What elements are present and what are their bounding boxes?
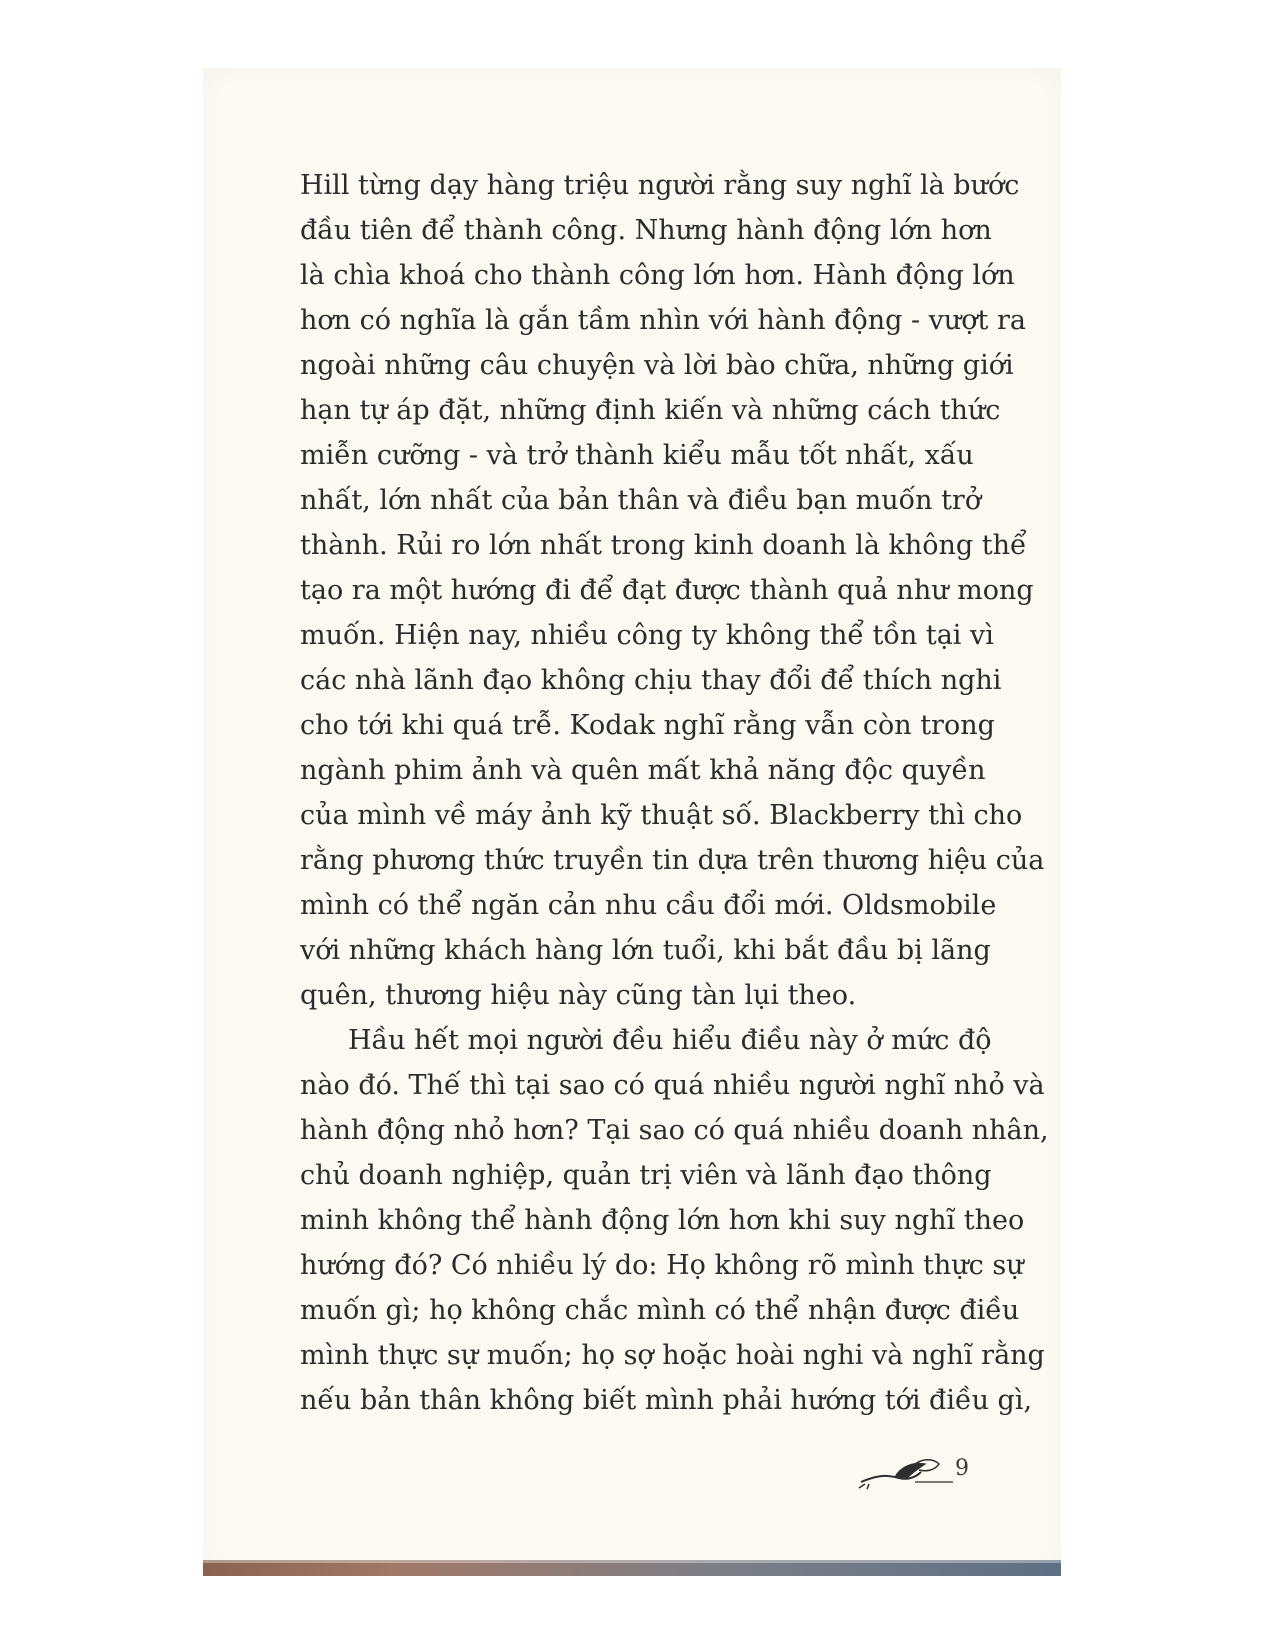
text-line: ngoài những câu chuyện và lời bào chữa, những giới	[300, 350, 1014, 381]
text-line: ngành phim ảnh và quên mất khả năng độc quyền	[300, 755, 986, 786]
text-line: Hầu hết mọi người đều hiểu điều này ở mức độ	[348, 1025, 992, 1056]
body-text	[300, 163, 1049, 1423]
text-line: thành. Rủi ro lớn nhất trong kinh doanh là không thể	[300, 530, 1027, 561]
text-line: muốn. Hiện nay, nhiều công ty không thể tồn tại vì	[300, 620, 994, 651]
text-line: Hill từng dạy hàng triệu người rằng suy nghĩ là bước	[300, 170, 1020, 201]
page-number: 9	[955, 1456, 969, 1481]
text-line: minh không thể hành động lớn hơn khi suy nghĩ theo	[300, 1205, 1025, 1236]
text-line: hơn có nghĩa là gắn tầm nhìn với hành động - vượt ra	[300, 305, 1026, 336]
text-line: mình có thể ngăn cản nhu cầu đổi mới. Oldsmobile	[300, 890, 997, 921]
bird-flourish-icon	[855, 1452, 955, 1492]
text-line: quên, thương hiệu này cũng tàn lụi theo.	[300, 980, 857, 1011]
text-line: với những khách hàng lớn tuổi, khi bắt đầu bị lãng	[300, 935, 991, 966]
text-line: chủ doanh nghiệp, quản trị viên và lãnh đạo thông	[300, 1160, 992, 1191]
text-line: mình thực sự muốn; họ sợ hoặc hoài nghi và nghĩ rằng	[300, 1340, 1045, 1371]
text-line: nhất, lớn nhất của bản thân và điều bạn muốn trở	[300, 485, 982, 516]
text-line: hướng đó? Có nhiều lý do: Họ không rõ mình thực sự	[300, 1250, 1024, 1281]
text-line: của mình về máy ảnh kỹ thuật số. Blackberry thì cho	[300, 800, 1023, 831]
book-edge	[203, 1560, 1061, 1576]
text-line: muốn gì; họ không chắc mình có thể nhận được điều	[300, 1295, 1020, 1326]
text-line: hạn tự áp đặt, những định kiến và những cách thức	[300, 395, 1001, 426]
text-line: rằng phương thức truyền tin dựa trên thương hiệu của	[300, 845, 1045, 876]
text-line: các nhà lãnh đạo không chịu thay đổi để thích nghi	[300, 665, 1002, 696]
text-line: là chìa khoá cho thành công lớn hơn. Hành động lớn	[300, 260, 1015, 291]
paragraph	[300, 163, 1045, 1018]
text-line: tạo ra một hướng đi để đạt được thành quả như mong	[300, 575, 1034, 606]
text-line: nào đó. Thế thì tại sao có quá nhiều người nghĩ nhỏ và	[300, 1070, 1045, 1101]
text-line: đầu tiên để thành công. Nhưng hành động lớn hơn	[300, 215, 992, 246]
text-line: hành động nhỏ hơn? Tại sao có quá nhiều doanh nhân,	[300, 1115, 1049, 1146]
text-line: cho tới khi quá trễ. Kodak nghĩ rằng vẫn còn trong	[300, 710, 995, 741]
text-line: nếu bản thân không biết mình phải hướng tới điều gì,	[300, 1385, 1033, 1416]
page-footer	[855, 1452, 975, 1492]
paragraph	[300, 1018, 1049, 1423]
text-line: miễn cưỡng - và trở thành kiểu mẫu tốt nhất, xấu	[300, 440, 974, 471]
